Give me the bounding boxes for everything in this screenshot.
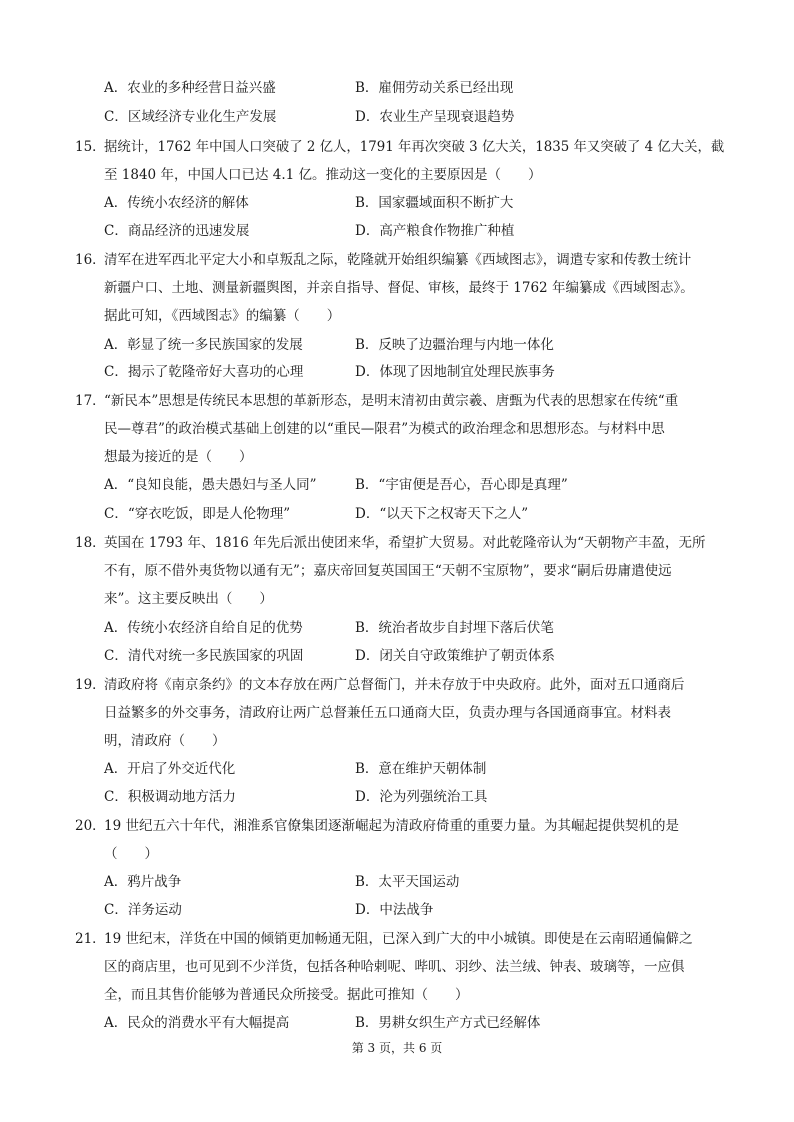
question-15-option-b: B．国家疆域面积不断扩大: [355, 195, 514, 211]
question-20-number: 20．: [75, 818, 106, 834]
question-20-option-c: C．洋务运动: [104, 902, 182, 918]
question-18-text-line-1: 英国在 1793 年、1816 年先后派出使团来华，希望扩大贸易。对此乾隆帝认为“天朝物产丰盈，无所: [104, 535, 706, 551]
prev-option-b: B．雇佣劳动关系已经出现: [355, 80, 514, 96]
question-16-option-c: C．揭示了乾隆帝好大喜功的心理: [104, 364, 304, 380]
question-19-text-line-2: 日益繁多的外交事务，清政府让两广总督兼任五口通商大臣，负责办理与各国通商事宜。材料表: [104, 705, 671, 721]
question-15-option-a: A．传统小农经济的解体: [104, 195, 249, 211]
question-16-text-line-2: 新疆户口、土地、测量新疆舆图，并亲自指导、督促、审核，最终于 1762 年编纂成《西域图志》。: [104, 280, 694, 296]
question-21-option-a: A．民众的消费水平有大幅提高: [104, 1015, 290, 1031]
question-16-text-line-1: 清军在进军西北平定大小和卓叛乱之际，乾隆就开始组织编纂《西域图志》，调遣专家和传教士统计: [104, 252, 692, 268]
question-18-text-line-2: 不有，原不借外夷货物以通有无”；嘉庆帝回复英国国王“天朝不宝原物”，要求“嗣后毋庸遣使远: [104, 563, 672, 579]
prev-option-a: A．农业的多种经营日益兴盛: [104, 80, 276, 96]
question-20-text-line-2: （ ）: [104, 846, 158, 862]
question-17-option-d: D．“以天下之权寄天下之人”: [355, 506, 529, 522]
question-17-number: 17．: [75, 393, 106, 409]
question-16-option-d: D．体现了因地制宜处理民族事务: [355, 364, 555, 380]
question-15-number: 15．: [75, 139, 106, 155]
question-18-text-line-3: 来”。这主要反映出（ ）: [104, 591, 273, 607]
question-19-text-line-1: 清政府将《南京条约》的文本存放在两广总督衙门，并未存放于中央政府。此外，面对五口通商后: [104, 677, 685, 693]
question-21-text-line-3: 全，而且其售价能够为普通民众所接受。据此可推知（ ）: [104, 987, 469, 1003]
question-21-option-b: B．男耕女织生产方式已经解体: [355, 1015, 541, 1031]
question-15-option-c: C．商品经济的迅速发展: [104, 223, 250, 239]
question-17-option-b: B．“宇宙便是吾心，吾心即是真理”: [355, 477, 568, 493]
question-15-option-d: D．高产粮食作物推广种植: [355, 223, 515, 239]
question-19-number: 19．: [75, 677, 106, 693]
question-16-option-b: B．反映了边疆治理与内地一体化: [355, 337, 554, 353]
prev-option-c: C．区域经济专业化生产发展: [104, 109, 277, 125]
question-19-option-b: B．意在维护天朝体制: [355, 761, 487, 777]
page-footer: 第 3 页，共 6 页: [351, 1041, 443, 1055]
question-17-text-line-2: 民—尊君”的政治模式基础上创建的以“重民—限君”为模式的政治理念和思想形态。与材料中思: [104, 421, 665, 437]
question-17-text-line-1: “新民本”思想是传统民本思想的革新形态，是明末清初由黄宗羲、唐甄为代表的思想家在传统“重: [104, 393, 679, 409]
question-18-option-c: C．清代对统一多民族国家的巩固: [104, 648, 304, 664]
question-20-option-a: A．鸦片战争: [104, 874, 182, 890]
question-19-option-c: C．积极调动地方活力: [104, 789, 236, 805]
question-19-option-a: A．开启了外交近代化: [104, 761, 236, 777]
question-17-text-line-3: 想最为接近的是（ ）: [104, 449, 253, 465]
question-21-text-line-2: 区的商店里，也可见到不少洋货，包括各种哈剌呢、哔叽、羽纱、法兰绒、钟表、玻璃等，一应俱: [104, 959, 685, 975]
question-18-option-d: D．闭关自守政策维护了朝贡体系: [355, 648, 555, 664]
question-20-text-line-1: 19 世纪五六十年代，湘淮系官僚集团逐渐崛起为清政府倚重的重要力量。为其崛起提供契机的是: [104, 818, 679, 834]
question-18-option-a: A．传统小农经济自给自足的优势: [104, 620, 303, 636]
prev-option-d: D．农业生产呈现衰退趋势: [355, 109, 515, 125]
question-16-option-a: A．彰显了统一多民族国家的发展: [104, 337, 303, 353]
question-21-number: 21．: [75, 931, 106, 947]
question-15-text-line-2: 至 1840 年，中国人口已达 4.1 亿。推动这一变化的主要原因是（ ）: [104, 167, 542, 183]
question-16-number: 16．: [75, 252, 106, 268]
question-17-option-a: A．“良知良能，愚夫愚妇与圣人同”: [104, 477, 317, 493]
question-19-text-line-3: 明，清政府（ ）: [104, 733, 226, 749]
question-17-option-c: C．“穿衣吃饭，即是人伦物理”: [104, 506, 291, 522]
question-21-text-line-1: 19 世纪末，洋货在中国的倾销更加畅通无阻，已深入到广大的中小城镇。即使是在云南昭通偏僻之: [104, 931, 693, 947]
question-15-text-line-1: 据统计，1762 年中国人口突破了 2 亿人，1791 年再次突破 3 亿大关，1835 年又突破了 4 亿大关，截: [104, 139, 725, 155]
question-19-option-d: D．沦为列强统治工具: [355, 789, 488, 805]
question-16-text-line-3: 据此可知，《西域图志》的编纂（ ）: [104, 308, 341, 324]
question-18-number: 18．: [75, 535, 106, 551]
question-20-option-b: B．太平天国运动: [355, 874, 460, 890]
question-18-option-b: B．统治者故步自封埋下落后伏笔: [355, 620, 554, 636]
question-20-option-d: D．中法战争: [355, 902, 434, 918]
